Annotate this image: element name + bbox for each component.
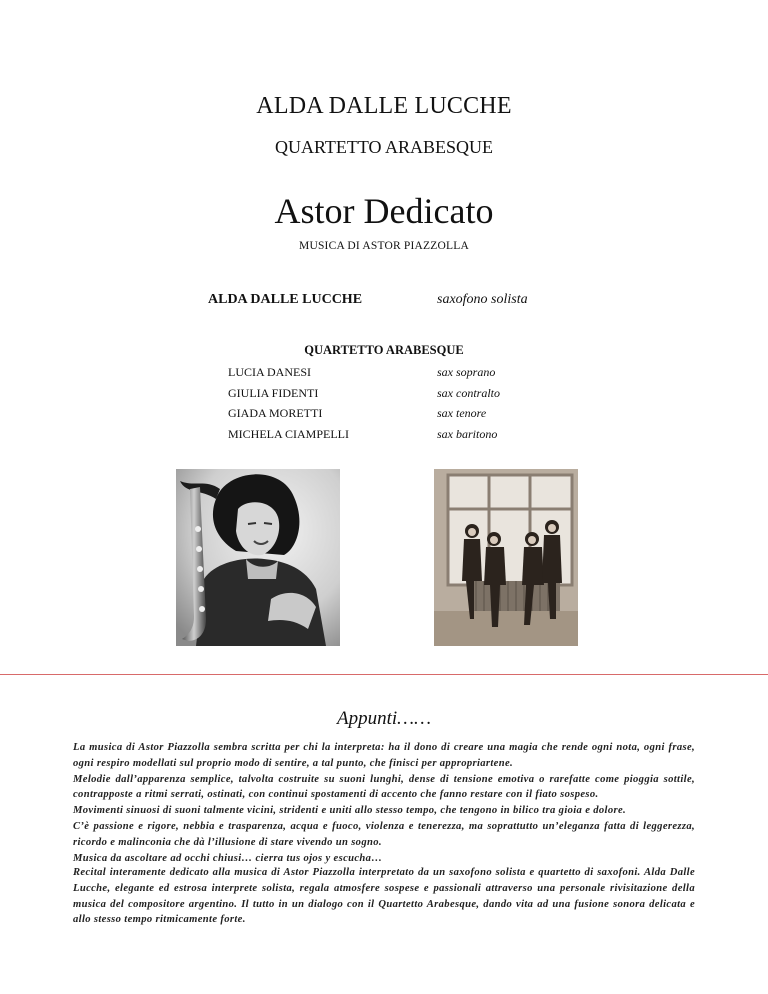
artist-name: ALDA DALLE LUCCHE (256, 93, 512, 119)
member-name-1: LUCIA DANESI (228, 365, 311, 379)
member-role-4: sax baritono (437, 427, 498, 441)
quartet-heading: QUARTETTO ARABESQUE (304, 343, 464, 357)
notes-paragraph-2 (73, 865, 695, 928)
notes-line-1: La musica di Astor Piazzolla sembra scritta per chi la interpreta: ha il dono di creare una magia che rende ogni nota, ogni frase, ogni respiro modellati sul proprio modo di sentire, a tal punto, che finisci per appropriartene. (73, 742, 695, 769)
member-name-4: MICHELA CIAMPELLI (228, 427, 349, 441)
member-name-2: GIULIA FIDENTI (228, 386, 319, 400)
member-name-3: GIADA MORETTI (228, 406, 323, 420)
notes-line-2: Melodie dall’apparenza semplice, talvolta costruite su suoni lunghi, dense di tensione emotiva o rarefatte come pioggia sottile, contrapposte a ritmi serrati, ostinati, con continui spostamenti di accento che fanno restare con il fiato sospeso. (73, 773, 695, 801)
member-role-3: sax tenore (437, 406, 487, 420)
notes-paragraph-1 (73, 740, 695, 866)
member-role-1: sax soprano (437, 365, 496, 379)
section-divider (0, 674, 768, 675)
recital-description: Recital interamente dedicato alla musica di Astor Piazzolla interpretato da un saxofono solista e quartetto di saxofoni. Alda Dalle Lucche, elegante ed estrosa interprete solista, regala atmosfere sospese e passionali attraverso una personale rivisitazione della musica del compositore argentino. Il tutto in un dialogo con il Quartetto Arabesque, dando vita ad una fusione sonora delicata e allo stesso tempo ritmicamente forte. (73, 867, 695, 926)
notes-line-5: Musica da ascoltare ad occhi chiusi… cierra tus ojos y escucha… (73, 852, 383, 864)
soloist-photo (176, 469, 340, 646)
ensemble-name: QUARTETTO ARABESQUE (274, 137, 494, 157)
member-role-2: sax contralto (437, 386, 500, 400)
quartet-photo (434, 469, 578, 646)
concert-title: Astor Dedicato (274, 191, 494, 231)
notes-line-3: Movimenti sinuosi di suoni talmente vicini, stridenti e uniti allo stesso tempo, che tengono in bilico tra gioia e dolore. (73, 805, 627, 817)
soloist-name: ALDA DALLE LUCCHE (208, 292, 363, 307)
soloist-role: saxofono solista (437, 292, 528, 307)
notes-line-4: C’è passione e rigore, nebbia e trasparenza, acqua e fuoco, violenza e tenerezza, ma soprattutto un’eleganza fatta di leggerezza, ricordo e malinconia che dà l’illusione di stare vivendo un sogno. (73, 820, 695, 848)
notes-title: Appunti…… (337, 708, 431, 729)
concert-subtitle: MUSICA DI ASTOR PIAZZOLLA (299, 240, 469, 252)
